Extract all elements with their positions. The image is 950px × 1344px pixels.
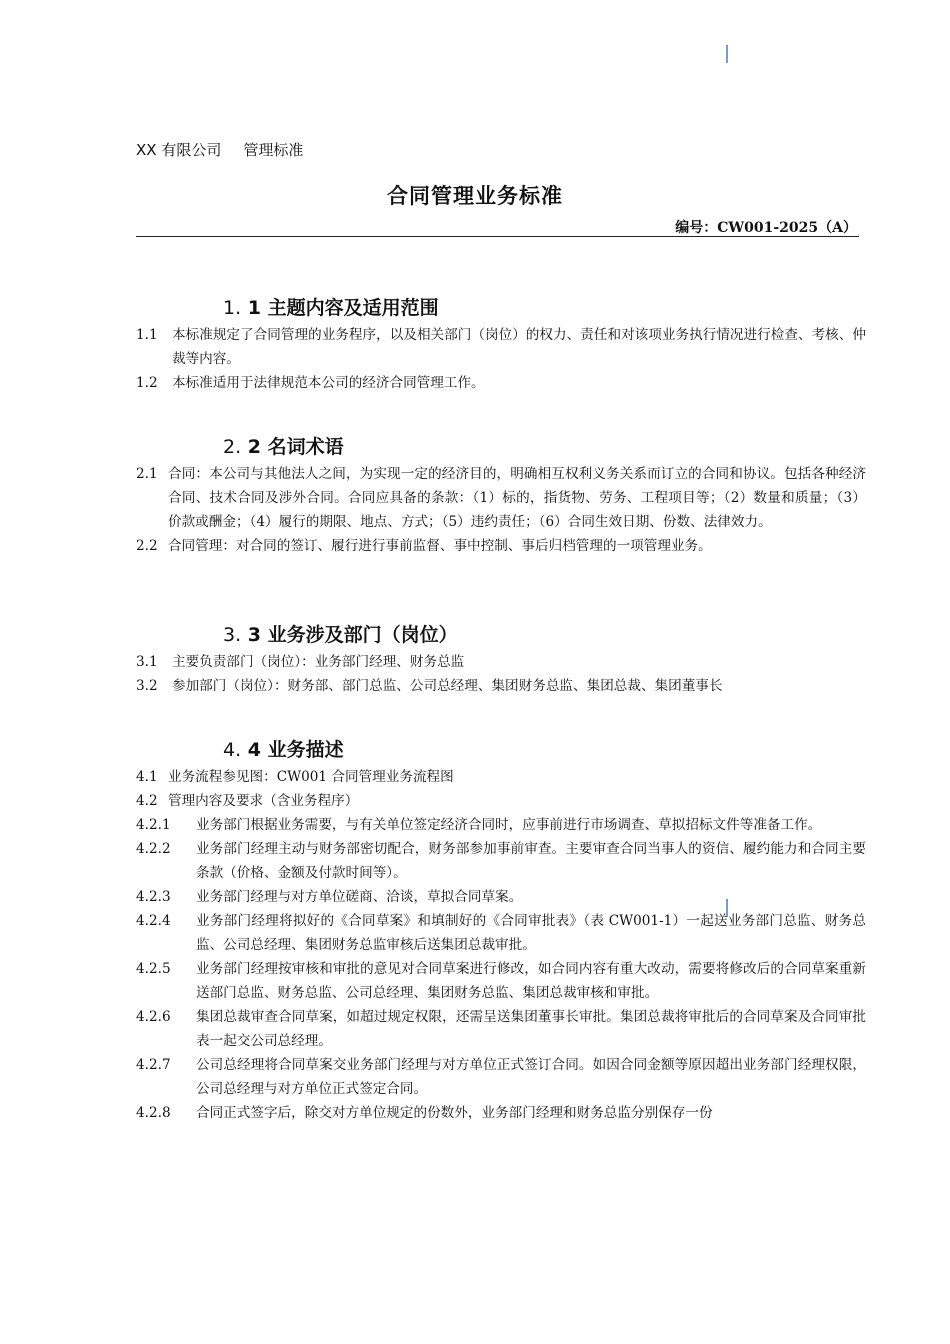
- section-1: [136, 293, 866, 395]
- clause-item: 2.2 合同管理：对合同的签订、履行进行事前监督、事中控制、事后归档管理的一项管理业务。: [136, 538, 712, 554]
- document-title: 合同管理业务标准: [387, 183, 563, 208]
- clause-item: 4.2.6 集团总裁审查合同草案，如超过规定权限，还需呈送集团董事长审批。集团总裁将审批后的合同草案及合同审批表一起交公司总经理。: [136, 1009, 866, 1049]
- clause-item: 4.1 业务流程参见图：CW001 合同管理业务流程图: [136, 769, 454, 785]
- clause-item: 2.1 合同：本公司与其他法人之间，为实现一定的经济目的，明确相互权利义务关系而订立的合同和协议。包括各种经济合同、技术合同及涉外合同。合同应具备的条款：（1）标的，指货物、劳务、工程项目等；（2）数量和质量；（3）价款或酬金；（4）履行的期限、地点、方式；（5）违约责任；（6）合同生效日期、份数、法律效力。: [136, 466, 866, 530]
- section-3: [136, 620, 866, 698]
- clause-item: 4.2.5 业务部门经理按审核和审批的意见对合同草案进行修改，如合同内容有重大改动，需要将修改后的合同草案重新送部门总监、财务总监、公司总经理、集团财务总监、集团总裁审核和审批。: [136, 961, 866, 1001]
- company-name: XX 有限公司: [136, 141, 222, 159]
- clause-item: 3.1 主要负责部门（岗位）：业务部门经理、财务总监: [136, 654, 465, 670]
- clause-item: 1.1 本标准规定了合同管理的业务程序，以及相关部门（岗位）的权力、责任和对该项业务执行情况进行检查、考核、仲裁等内容。: [136, 327, 866, 367]
- section-heading: 1. 1 主题内容及适用范围: [223, 297, 439, 319]
- header-divider: [136, 236, 859, 237]
- clause-item: 4.2.8 合同正式签字后，除交对方单位规定的份数外，业务部门经理和财务总监分别保存一份: [136, 1105, 713, 1121]
- section-heading: 2. 2 名词术语: [223, 436, 344, 458]
- clause-item: 4.2.2 业务部门经理主动与财务部密切配合，财务部参加事前审查。主要审查合同当事人的资信、履约能力和合同主要条款（价格、金额及付款时间等）。: [136, 841, 866, 881]
- document-header: [136, 139, 303, 160]
- document-number: 编号：CW001-2025（A）: [675, 220, 857, 236]
- document-type: 管理标准: [243, 141, 304, 159]
- clause-item: 4.2.4 业务部门经理将拟好的《合同草案》和填制好的《合同审批表》（表 CW001-1）一起送业务部门总监、财务总监、公司总经理、集团财务总监审核后送集团总裁审批。: [136, 913, 866, 953]
- section-2: [136, 432, 866, 558]
- section-heading: 4. 4 业务描述: [223, 739, 344, 761]
- section-4: [136, 735, 866, 1125]
- cursor-mark: [726, 45, 728, 63]
- clause-item: 4.2.1 业务部门根据业务需要，与有关单位签定经济合同时，应事前进行市场调查、草拟招标文件等准备工作。: [136, 817, 822, 833]
- clause-item: 4.2.7 公司总经理将合同草案交业务部门经理与对方单位正式签订合同。如因合同金额等原因超出业务部门经理权限，公司总经理与对方单位正式签定合同。: [136, 1057, 866, 1097]
- section-heading: 3. 3 业务涉及部门（岗位）: [223, 624, 458, 646]
- clause-item: 4.2 管理内容及要求（含业务程序）: [136, 793, 359, 809]
- clause-item: 4.2.3 业务部门经理与对方单位磋商、洽谈，草拟合同草案。: [136, 889, 523, 905]
- clause-item: 1.2 本标准适用于法律规范本公司的经济合同管理工作。: [136, 375, 485, 391]
- clause-item: 3.2 参加部门（岗位）：财务部、部门总监、公司总经理、集团财务总监、集团总裁、集团董事长: [136, 678, 723, 694]
